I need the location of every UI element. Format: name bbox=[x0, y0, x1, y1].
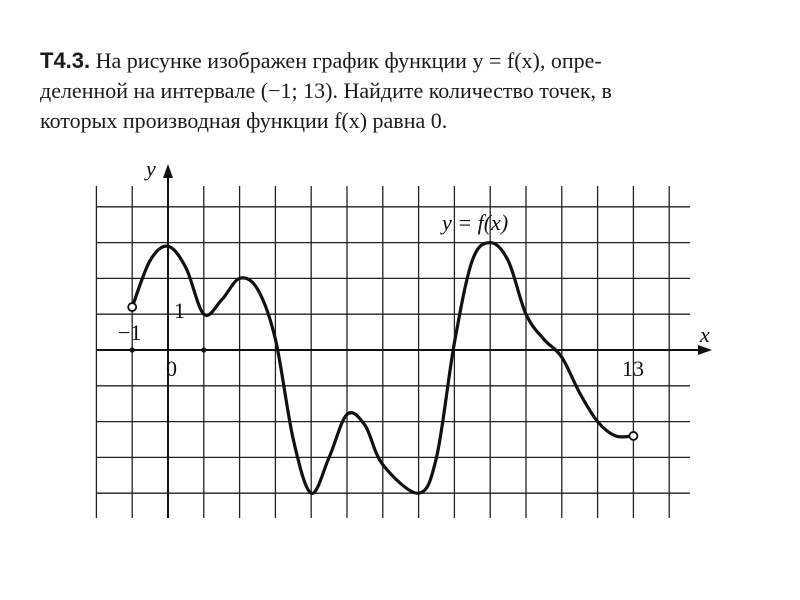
function-label: y = f(x) bbox=[442, 210, 509, 235]
x-tick-label-13: 13 bbox=[622, 356, 644, 381]
problem-line-2: деленной на интервале (−1; 13). Найдите количество точек, в bbox=[40, 78, 612, 103]
problem-line-3: которых производная функции f(x) равна 0. bbox=[40, 108, 448, 133]
y-axis-label: y bbox=[146, 156, 156, 181]
problem-line-1: На рисунке изображен график функции y = f(x), опре- bbox=[95, 48, 602, 73]
y-tick-label-1: 1 bbox=[174, 298, 185, 323]
x-tick-dot-minus-1 bbox=[130, 347, 135, 352]
x-tick-label-minus-1: −1 bbox=[118, 320, 142, 345]
x-tick-dot-1 bbox=[201, 347, 206, 352]
origin-label: 0 bbox=[166, 356, 177, 381]
grid bbox=[96, 186, 690, 518]
y-axis-arrow bbox=[163, 164, 173, 178]
problem-number: Т4.3. bbox=[40, 48, 91, 73]
open-endpoint-right bbox=[629, 432, 637, 440]
x-axis-label: x bbox=[700, 322, 710, 347]
open-endpoint-left bbox=[128, 303, 136, 311]
axes bbox=[97, 164, 712, 518]
